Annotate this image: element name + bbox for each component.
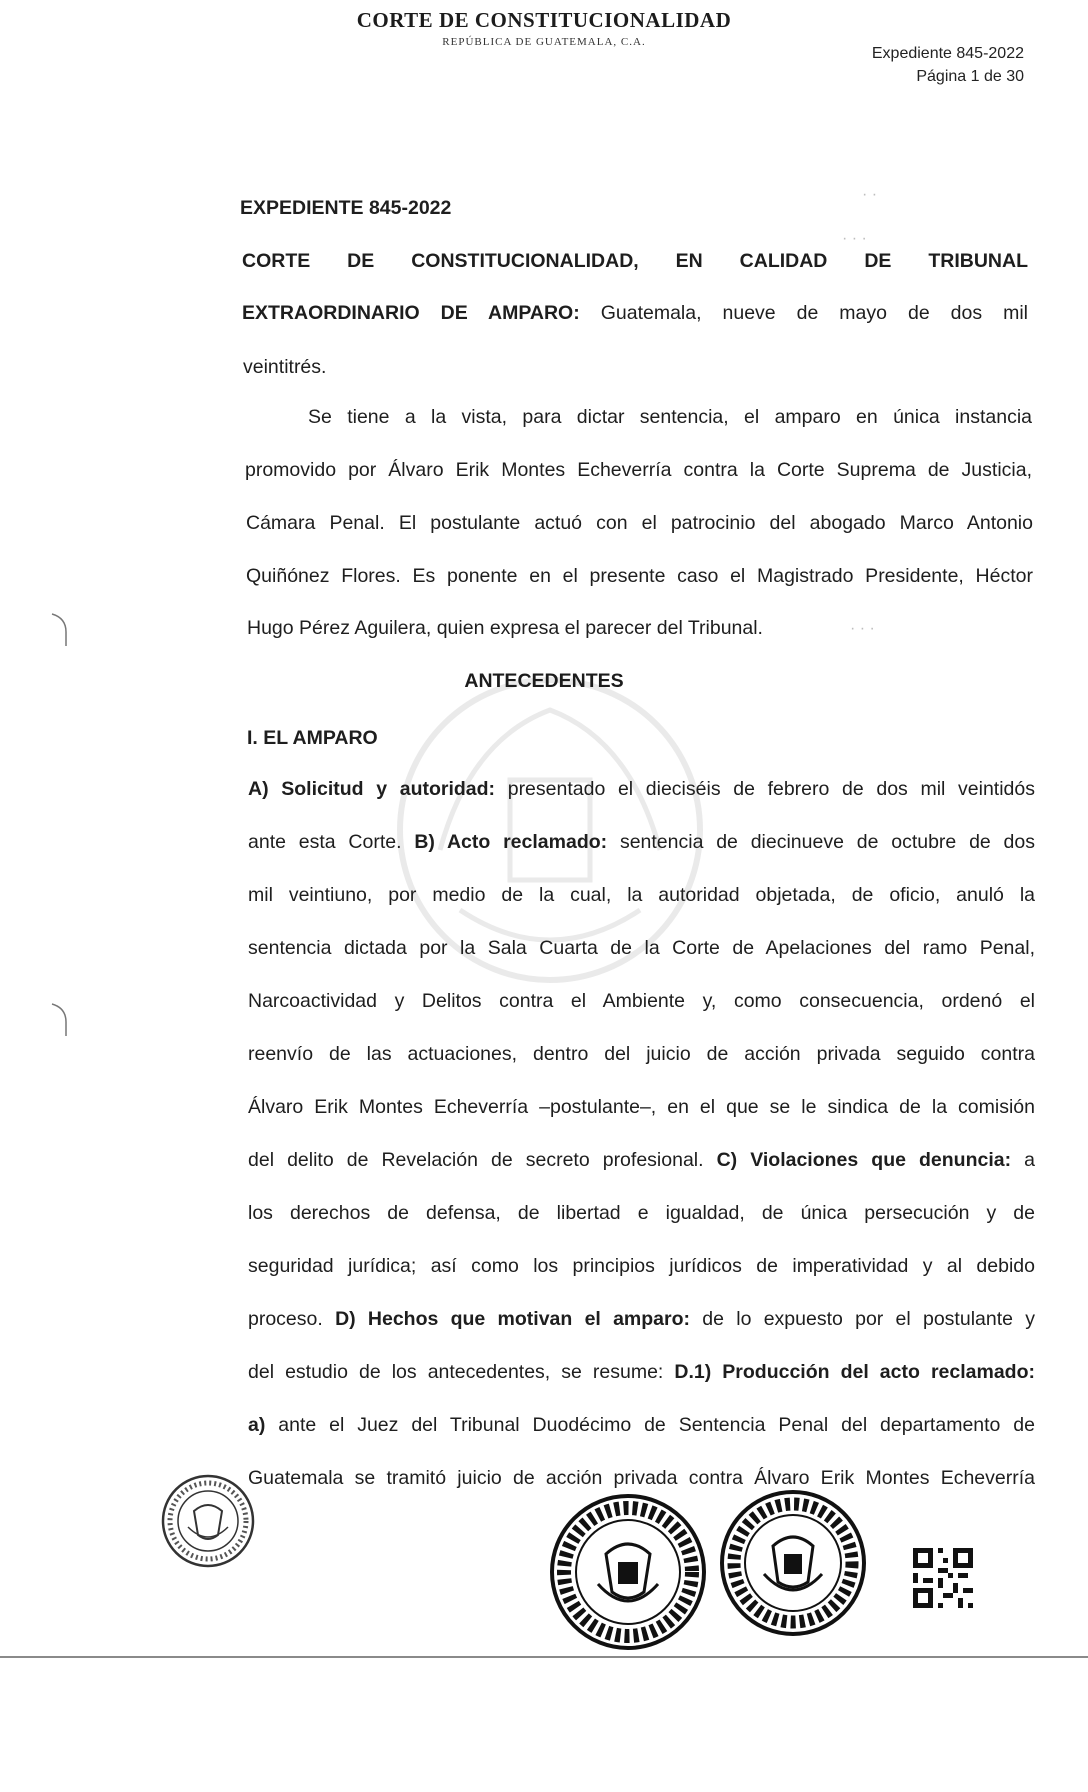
subsection-heading: I. EL AMPARO xyxy=(247,727,378,749)
paragraph-line: Quiñónez Flores. Es ponente en el presente caso el Magistrado Presidente, Héctor xyxy=(246,565,1033,587)
qr-code xyxy=(913,1548,973,1608)
page-number: Página 1 de 30 xyxy=(916,68,1024,85)
bleed-through-mark: · · xyxy=(862,186,878,203)
line-text: ante esta Corte. xyxy=(248,831,415,853)
paragraph-line: seguridad jurídica; así como los principios jurídicos de imperatividad y al debido xyxy=(248,1255,1035,1277)
bold-label: a) xyxy=(248,1414,266,1436)
court-name: CORTE DE CONSTITUCIONALIDAD xyxy=(356,8,732,32)
paragraph-line: Se tiene a la vista, para dictar sentencia, el amparo en única instancia xyxy=(308,406,1032,428)
expediente-heading xyxy=(240,197,1030,220)
punch-hole-mark xyxy=(48,610,70,650)
paragraph-line: CORTE DE CONSTITUCIONALIDAD, EN CALIDAD DE TRIBUNAL xyxy=(242,250,1028,272)
bold-label: D.1) Producción del acto reclamado: xyxy=(674,1361,1035,1383)
paragraph-line xyxy=(248,1414,1035,1437)
paragraph-line: mil veintiuno, por medio de la cual, la autoridad objetada, de oficio, anuló la xyxy=(248,884,1035,906)
paragraph-line: los derechos de defensa, de libertad e igualdad, de única persecución y de xyxy=(248,1202,1035,1224)
expediente-heading-text: EXPEDIENTE 845-2022 xyxy=(240,197,452,219)
paragraph-line xyxy=(242,302,1028,325)
paragraph-line: Álvaro Erik Montes Echeverría –postulante–, en el que se le sindica de la comisión xyxy=(248,1096,1035,1118)
bold-label: B) Acto reclamado: xyxy=(414,831,608,853)
line-text: ante el Juez del Tribunal Duodécimo de Sentencia Penal del departamento de xyxy=(265,1414,1035,1436)
paragraph-line: veintitrés. xyxy=(243,356,327,378)
official-seal-left xyxy=(160,1473,256,1569)
line-text: a xyxy=(1011,1149,1035,1171)
bold-label: EXTRAORDINARIO DE AMPARO: xyxy=(242,302,580,324)
line-text: de lo expuesto por el postulante y xyxy=(690,1308,1035,1330)
line-text: del estudio de los antecedentes, se resume: xyxy=(248,1361,675,1383)
paragraph-line: Cámara Penal. El postulante actuó con el patrocinio del abogado Marco Antonio xyxy=(246,512,1033,534)
line-text: presentado el dieciséis de febrero de dos mil veintidós xyxy=(495,778,1035,800)
line-text: sentencia de diecinueve de octubre de dos xyxy=(607,831,1035,853)
paragraph-line: Guatemala se tramitó juicio de acción privada contra Álvaro Erik Montes Echeverría xyxy=(248,1467,1035,1489)
bold-label: A) Solicitud y autoridad: xyxy=(248,778,496,800)
paragraph-line: reenvío de las actuaciones, dentro del juicio de acción privada seguido contra xyxy=(248,1043,1035,1065)
republic-subtitle: REPÚBLICA DE GUATEMALA, C.A. xyxy=(442,36,646,48)
paragraph-line xyxy=(248,831,1035,854)
line-text: proceso. xyxy=(248,1308,336,1330)
paragraph-line xyxy=(248,1149,1035,1172)
paragraph-line: Hugo Pérez Aguilera, quien expresa el parecer del Tribunal. xyxy=(247,617,763,639)
bleed-through-mark: · · · xyxy=(842,230,867,247)
paragraph-line: Narcoactividad y Delitos contra el Ambiente y, como consecuencia, ordenó el xyxy=(248,990,1035,1012)
expediente-number: Expediente 845-2022 xyxy=(871,45,1024,62)
paragraph-line xyxy=(248,1361,1035,1384)
paragraph-line: sentencia dictada por la Sala Cuarta de la Corte de Apelaciones del ramo Penal, xyxy=(248,937,1035,959)
line-text: del delito de Revelación de secreto profesional. xyxy=(248,1149,717,1171)
line-text: Guatemala, nueve de mayo de dos mil xyxy=(579,302,1028,324)
paragraph-line xyxy=(248,1308,1035,1331)
page-bottom-edge xyxy=(0,1656,1088,1658)
section-heading: ANTECEDENTES xyxy=(464,670,624,692)
paragraph-line: promovido por Álvaro Erik Montes Echeverría contra la Corte Suprema de Justicia, xyxy=(245,459,1032,481)
paragraph-line xyxy=(248,778,1035,801)
bleed-through-mark: · · · xyxy=(850,620,875,637)
official-seal-right xyxy=(718,1488,868,1638)
bold-label: C) Violaciones que denuncia: xyxy=(716,1149,1012,1171)
bold-label: D) Hechos que motivan el amparo: xyxy=(335,1308,691,1330)
official-seal-center xyxy=(548,1492,708,1652)
punch-hole-mark xyxy=(48,1000,70,1040)
